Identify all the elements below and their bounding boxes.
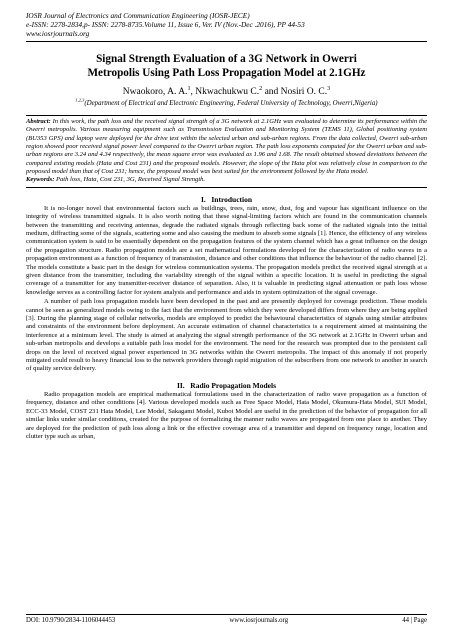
paper-title bbox=[26, 52, 427, 80]
author-list bbox=[26, 86, 427, 98]
radio-propagation-paragraph-1: Radio propagation models are empirical mathematical formulations used in the characterization of radio wave propagation as a function of frequency, distance and other conditions [4]. Various developed models such as Free Space Model, Hata Model, Okumura-Hata Model, SUI Model, ECC-33 Model, COST 231 Hata Model, Lee Model, Sakagami Model, Kuboi Model are useful in the prediction of the behavior of propagation for all similar links under similar conditions, created for the purpose of formalizing the manner radio waves are propagated from one place to another. They are deployed for the prediction of path loss along a link or the effective coverage area of a transmitter and depend on frequency range, location and clutter type such as urban, bbox=[26, 390, 427, 440]
footer-doi: DOI: 10.9790/2834-1106044453 bbox=[26, 617, 116, 624]
author-2-superscript: 2 bbox=[259, 85, 263, 92]
title-line-2: Metropolis Using Path Loss Propagation Model at 2.1GHz bbox=[87, 67, 366, 79]
abstract bbox=[26, 118, 427, 176]
author-1: Nwaokoro, A. A. bbox=[122, 87, 188, 97]
journal-website: www.iosrjournals.org bbox=[26, 29, 90, 38]
abstract-label: Abstract: bbox=[26, 118, 51, 125]
footer-page-number: 44 | Page bbox=[402, 617, 427, 624]
introduction-paragraph-2: A number of path loss propagation models have been developed in the past and are presently deployed for coverage prediction. These models cannot be seen as generalized models owing to the fact that the environment from which they were developed differs from where they are being applied [3]. During the planning stage of cellular networks, models are employed to predict the behavioural characteristics of signals using similar attributes and constraints of the environment before deployment. An accurate estimation of channel characteristics is a requirement aimed at maintaining the interference at a minimum level. The study is aimed at analyzing the signal strength performance of the 3G network at 2.1GHz in Owerri urban and sub-urban metropolis and develops a suitable path loss model for the environment. The need for the research was prompted due to the persistent call drops on the level of received signal power experienced in 3G networks within the Owerri metropolis. The impact of this anomaly if not properly mitigated could result to heavy financial loss to the network providers through rapid migration of the subscribers from one network to another in search of quality service delivery. bbox=[26, 298, 427, 373]
section-heading-radio-propagation-models: II. Radio Propagation Models bbox=[176, 380, 277, 390]
affiliation-superscript: 1,2,3 bbox=[75, 97, 85, 103]
keywords-text: Path loss, Hata, Cost 231, 3G, Received Signal Strength. bbox=[54, 176, 206, 184]
author-1-superscript: 1 bbox=[187, 85, 191, 92]
abstract-text: In this work, the path loss and the received signal strength of a 3G network at 2.1GHz was evaluated to determine its performance within the Owerri metropolis. Various measuring equipment such as Transmission Evaluation and Monitoring System (TEMS 11), Global positioning system (BU353 GPS) and laptop were deployed for the drive test within the selected urban and sub-urban regions. From the data collected, Owerri sub-urban region showed poor received signal power level compared to the Owerri urban region. The path loss exponents computed for the Owerri urban and sub-urban regions are 3.24 and 4.34 respectively, the mean square error was evaluated as 1.96 and 1.68. The result obtained showed deviations between the compared existing models (Hata and Cost 231) and the proposed models. However, the slope of the Hata plot was relatively close in comparison to the proposed model than that of Cost 231; hence, the proposed model was best suited for the environment followed by the Hata model. bbox=[26, 118, 427, 176]
journal-header bbox=[26, 11, 427, 38]
footer-divider bbox=[26, 614, 427, 615]
author-2: , Nkwachukwu C. bbox=[190, 87, 260, 97]
footer-website: www.iosrjournals.org bbox=[229, 617, 289, 624]
title-line-1: Signal Strength Evaluation of a 3G Network in Owerri bbox=[96, 53, 357, 65]
author-3: and Nosiri O. C. bbox=[262, 87, 328, 97]
author-affiliation bbox=[26, 99, 427, 108]
abstract-block bbox=[26, 115, 427, 188]
affiliation-text: (Department of Electrical and Electronic Engineering, Federal University of Technology, Owerri,Nigeria) bbox=[84, 100, 378, 107]
author-3-superscript: 3 bbox=[327, 85, 331, 92]
header-divider bbox=[26, 41, 427, 42]
journal-name: IOSR Journal of Electronics and Communication Engineering (IOSR-JECE) bbox=[26, 11, 250, 20]
page-footer bbox=[26, 617, 427, 625]
keywords bbox=[26, 176, 427, 184]
keywords-label: Keywords: bbox=[26, 176, 55, 184]
journal-issn-volume: e-ISSN: 2278-2834,p- ISSN: 2278-8735.Volume 11, Issue 6, Ver. IV (Nov.-Dec .2016), PP 44-53 bbox=[26, 20, 305, 29]
introduction-paragraph-1: It is no-longer novel that environmental factors such as buildings, trees, rain, snow, dust, fog and vapour has significant influence on the integrity of wireless transmitted signals. It is also worth noting that these signal-limiting factors which are found in the communication channels between the transmitting and receiving antennas, degrade the radiated signals through reflecting back some of the radiated signals into the initial medium, diffracting some of the signals, scattering some and also causing the medium to absorb some signals [1]. Hence, the efficiency of any wireless communication system is said to be essentially dependent on the propagation features of the system channel which has a great influence on the design of the propagation structure. Radio propagation models are a set mathematical formulations developed for the characterization of radio waves in a propagation environment as a function of frequency of transmission, distance and other conditions that influence the behaviour of the radio channel [2]. The models constitute a basic part in the design for wireless communication systems. The propagation models predict the received signal strength at a given distance from the transmitter, including the variability strength of the signal within a specific location. It is useful in predicting the signal coverage of a transmitter for any transmitter-receiver distance of separation. Also, it is valuable in predicting signal attenuation or path loss whose knowledge serves as a controlling factor for system analysis and performance and aids in system optimization of the signal coverage. bbox=[26, 204, 427, 296]
section-heading-introduction: I. Introduction bbox=[200, 194, 253, 204]
